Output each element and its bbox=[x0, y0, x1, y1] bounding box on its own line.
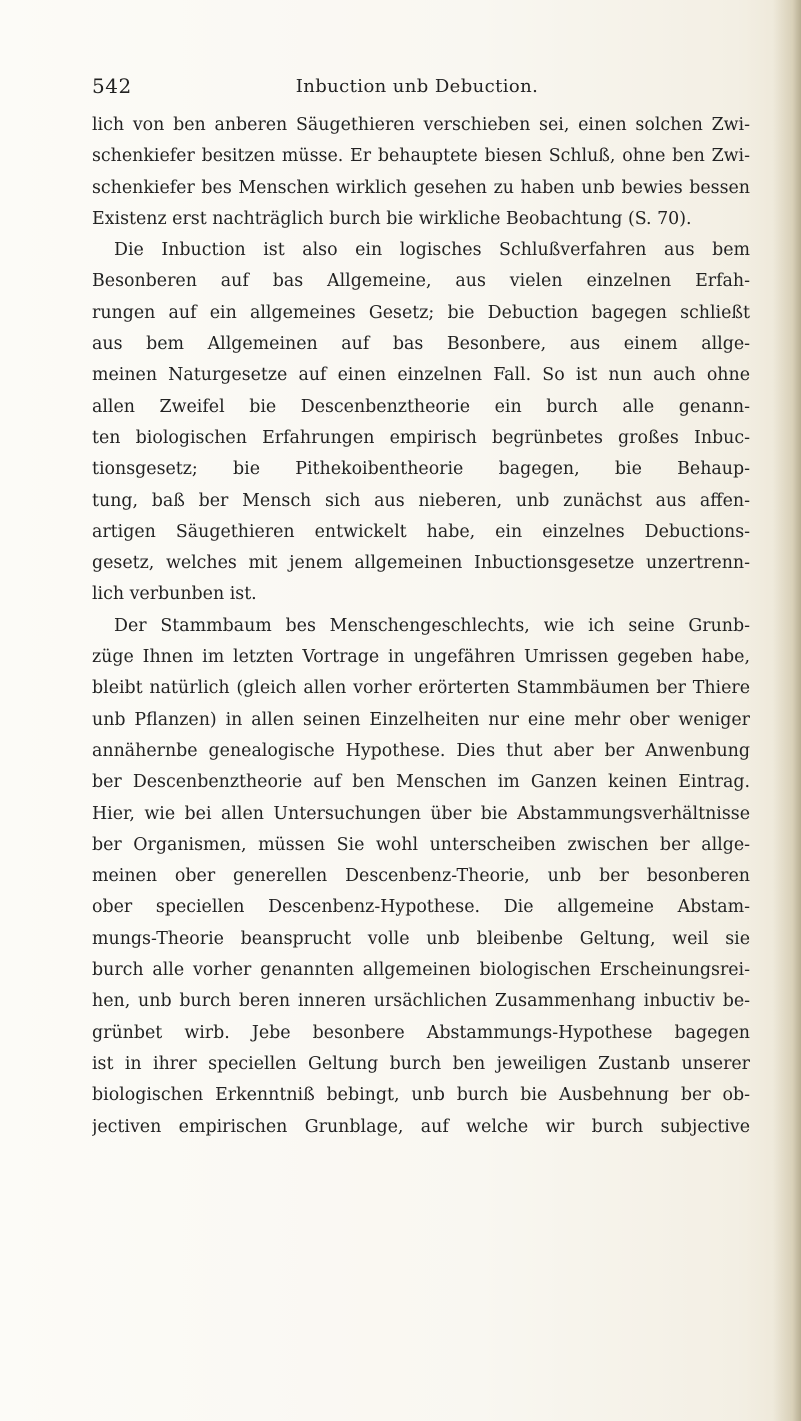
text-line: jectiven empirischen Grunblage, auf welche wir burch subjective bbox=[92, 1116, 750, 1137]
text-line: ist in ihrer speciellen Geltung burch ben jeweiligen Zustanb unserer bbox=[92, 1053, 750, 1074]
text-line: schenkiefer besitzen müsse. Er behauptete biesen Schluß, ohne ben Zwi- bbox=[92, 146, 750, 167]
text-line: bleibt natürlich (gleich allen vorher erörterten Stammbäumen ber Thiere bbox=[92, 678, 750, 699]
text-line: lich verbunben ist. bbox=[92, 584, 257, 605]
text-line: grünbet wirb. Jebe besonbere Abstammungs-Hypothese bagegen bbox=[92, 1022, 750, 1043]
page-header bbox=[92, 74, 742, 104]
text-line: meinen ober generellen Descenbenz-Theorie, unb ber besonberen bbox=[92, 866, 750, 887]
text-line: burch alle vorher genannten allgemeinen biologischen Erscheinungsrei- bbox=[92, 960, 750, 981]
text-line: tung, baß ber Mensch sich aus nieberen, unb zunächst aus affen- bbox=[92, 490, 750, 511]
text-line: ber Descenbenztheorie auf ben Menschen im Ganzen keinen Eintrag. bbox=[92, 772, 750, 793]
page-number: 542 bbox=[92, 74, 132, 98]
text-line: Der Stammbaum bes Menschengeschlechts, wie ich seine Grunb- bbox=[114, 615, 750, 636]
text-line: gesetz, welches mit jenem allgemeinen Inbuctionsgesetze unzertrenn- bbox=[92, 553, 750, 574]
text-line: hen, unb burch beren inneren ursächlichen Zusammenhang inbuctiv be- bbox=[92, 991, 750, 1012]
text-line: mungs-Theorie beansprucht volle unb bleibenbe Geltung, weil sie bbox=[92, 928, 750, 949]
page-edge-shadow bbox=[773, 0, 801, 1421]
text-line: rungen auf ein allgemeines Gesetz; bie Debuction bagegen schließt bbox=[92, 302, 750, 323]
text-line: allen Zweifel bie Descenbenztheorie ein burch alle genann- bbox=[92, 396, 750, 417]
text-line: Existenz erst nachträglich burch bie wirkliche Beobachtung (S. 70). bbox=[92, 208, 692, 229]
text-line: schenkiefer bes Menschen wirklich gesehen zu haben unb bewies bessen bbox=[92, 177, 750, 198]
text-line: artigen Säugethieren entwickelt habe, ein einzelnes Debuctions- bbox=[92, 521, 750, 542]
text-line: aus bem Allgemeinen auf bas Besonbere, aus einem allge- bbox=[92, 334, 750, 355]
text-line: ten biologischen Erfahrungen empirisch begrünbetes großes Inbuc- bbox=[92, 427, 750, 448]
text-line: annähernbe genealogische Hypothese. Dies thut aber ber Anwenbung bbox=[92, 740, 750, 761]
text-line: lich von ben anberen Säugethieren verschieben sei, einen solchen Zwi- bbox=[92, 115, 750, 135]
text-line: ober speciellen Descenbenz-Hypothese. Die allgemeine Abstam- bbox=[92, 897, 750, 918]
text-line: züge Ihnen im letzten Vortrage in ungefähren Umrissen gegeben habe, bbox=[92, 647, 750, 668]
text-line: tionsgesetz; bie Pithekoibentheorie bagegen, bie Behaup- bbox=[92, 459, 750, 480]
text-line: Die Inbuction ist also ein logisches Schlußverfahren aus bem bbox=[114, 240, 750, 261]
text-line: unb Pflanzen) in allen seinen Einzelheiten nur eine mehr ober weniger bbox=[92, 709, 750, 730]
text-line: ber Organismen, müssen Sie wohl unterscheiben zwischen ber allge- bbox=[92, 834, 750, 855]
body-text bbox=[92, 110, 750, 1143]
text-line: Besonberen auf bas Allgemeine, aus vielen einzelnen Erfah- bbox=[92, 271, 750, 292]
text-line: biologischen Erkenntniß bebingt, unb burch bie Ausbehnung ber ob- bbox=[92, 1085, 750, 1106]
running-title: Inbuction unb Debuction. bbox=[295, 76, 539, 97]
text-line: meinen Naturgesetze auf einen einzelnen Fall. So ist nun auch ohne bbox=[92, 365, 750, 386]
text-line: Hier, wie bei allen Untersuchungen über bie Abstammungsverhältnisse bbox=[92, 803, 750, 824]
